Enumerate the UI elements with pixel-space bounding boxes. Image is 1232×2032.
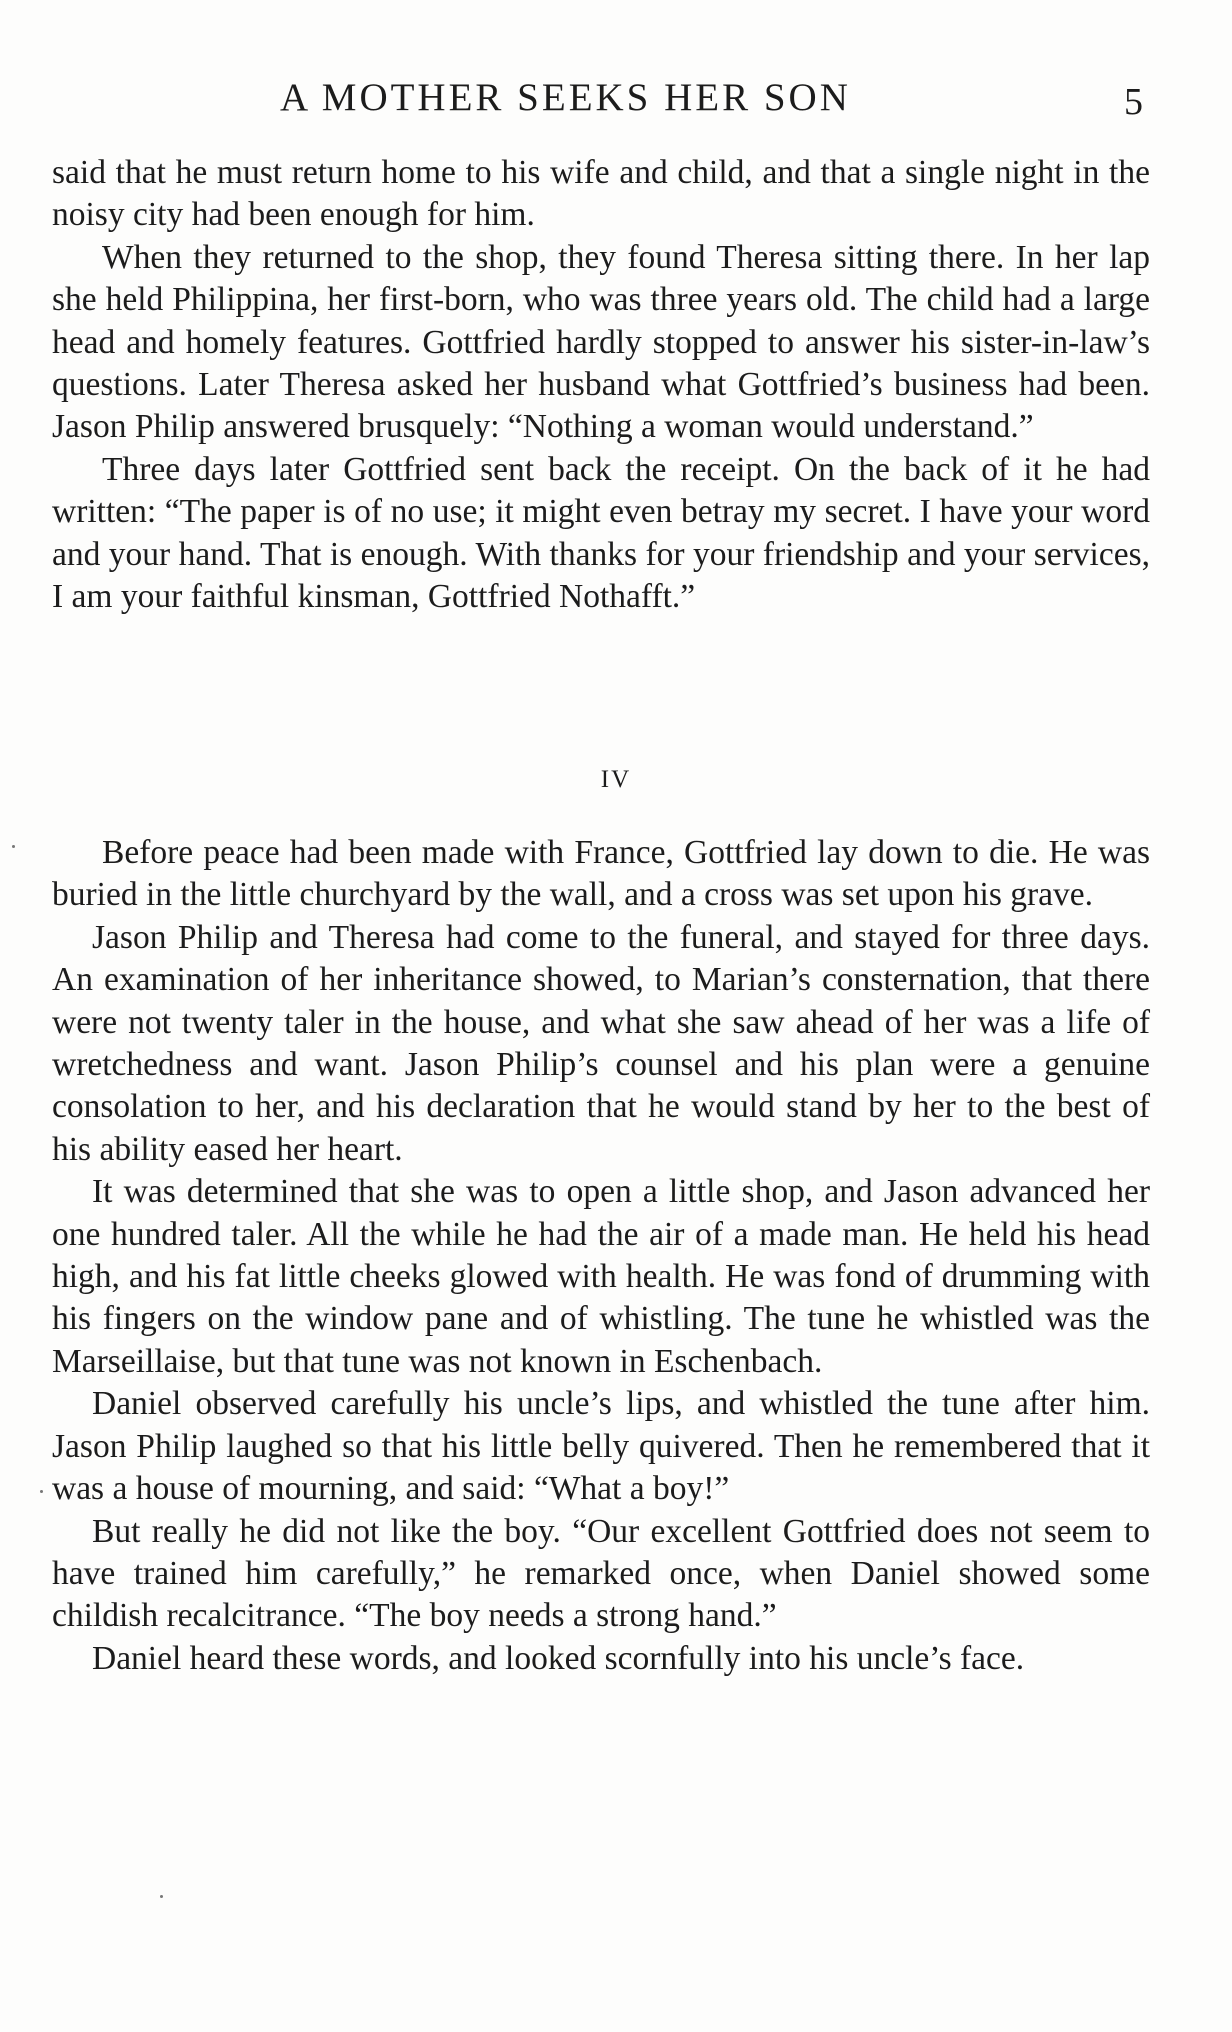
paper-speck bbox=[12, 845, 15, 848]
paragraph: But really he did not like the boy. “Our excellent Gottfried does not seem to have trained him carefully,” he remarked once, when Daniel showed some childish recalcitrance. “The boy needs a strong hand.” bbox=[52, 1512, 1150, 1635]
running-head bbox=[0, 74, 1232, 124]
paper-speck bbox=[40, 1490, 43, 1493]
paragraph: Daniel observed carefully his uncle’s lips, and whistled the tune after him. Jason Philip laughed so that his little belly quivered. Then he remembered that it was a house of mourning, and said: “What a boy!” bbox=[52, 1385, 1150, 1508]
paragraph: said that he must return home to his wife and child, and that a single night in the noisy city had been enough for him. bbox=[52, 154, 1150, 234]
section-number: IV bbox=[600, 766, 632, 793]
paragraph: Jason Philip and Theresa had come to the funeral, and stayed for three days. An examination of her inheritance showed, to Marian’s consternation, that there were not twenty taler in the house, and what she saw ahead of her was a life of wretchedness and want. Jason Philip’s counsel and his plan were a genuine consolation to her, and his declaration that he would stand by her to the best of his ability eased her heart. bbox=[52, 918, 1150, 1168]
paragraph: When they returned to the shop, they found Theresa sitting there. In her lap she held Philippina, her first-born, who was three years old. The child had a large head and homely features. Gottfried hardly stopped to answer his sister-in-law’s questions. Later Theresa asked her husband what Gottfried’s business had been. Jason Philip answered brusquely: “Nothing a woman would understand.” bbox=[52, 238, 1150, 446]
text-block-section-iv bbox=[52, 832, 1150, 1680]
paragraph: Daniel heard these words, and looked scornfully into his uncle’s face. bbox=[92, 1639, 1025, 1677]
paragraph: It was determined that she was to open a little shop, and Jason advanced her one hundred taler. All the while he had the air of a made man. He held his head high, and his fat little cheeks glowed with health. He was fond of drumming with his fingers on the window pane and of whistling. The tune he whistled was the Marseillaise, but that tune was not known in Eschenbach. bbox=[52, 1173, 1150, 1380]
running-title: A MOTHER SEEKS HER SON bbox=[280, 76, 851, 119]
paragraph: Before peace had been made with France, Gottfried lay down to die. He was buried in the little churchyard by the wall, and a cross was set upon his grave. bbox=[52, 834, 1150, 914]
paragraph: Three days later Gottfried sent back the receipt. On the back of it he had written: “The paper is of no use; it might even betray my secret. I have your word and your hand. That is enough. With thanks for your friendship and your services, I am your faithful kinsman, Gottfried Nothafft.” bbox=[52, 450, 1150, 616]
page-number: 5 bbox=[1124, 81, 1143, 123]
paper-speck bbox=[160, 1895, 163, 1898]
text-block-continued bbox=[52, 152, 1150, 618]
